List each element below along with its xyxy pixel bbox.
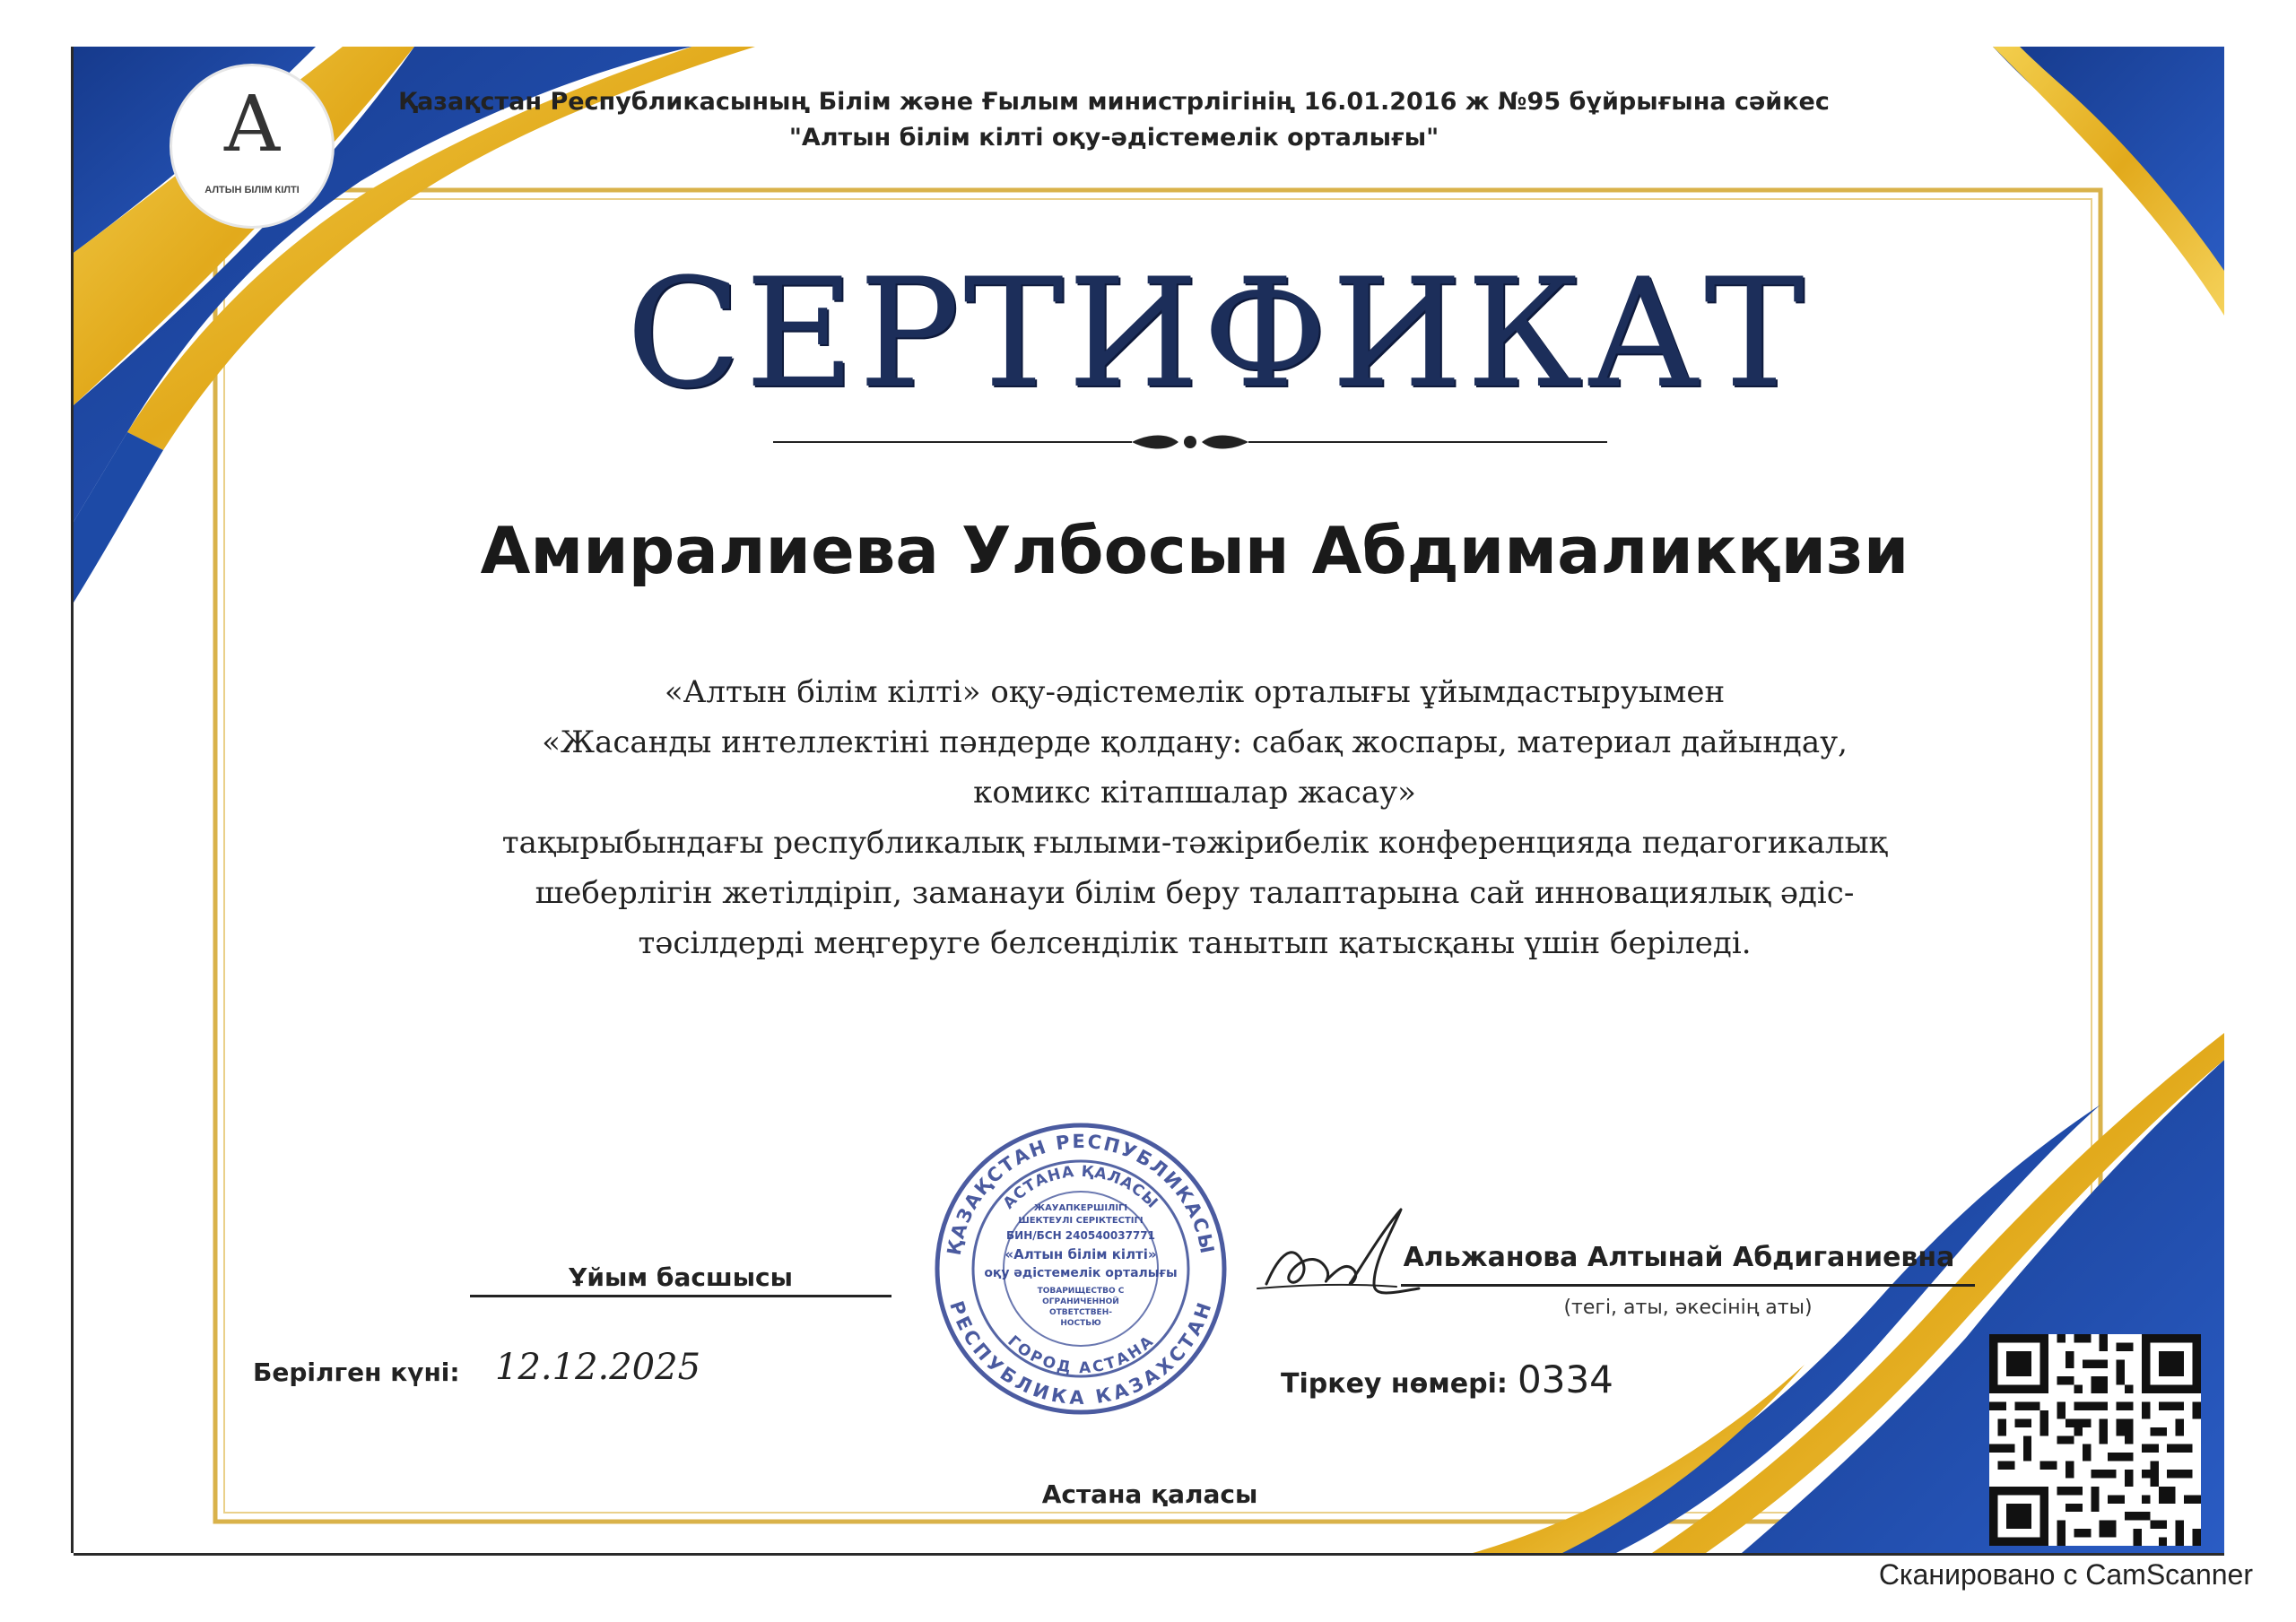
seal-outer-top-text: ҚАЗАҚСТАН РЕСПУБЛИКАСЫ: [943, 1130, 1219, 1257]
org-head-label: Ұйым басшысы: [569, 1262, 793, 1292]
body-line-6: тәсілдерді меңгеруге белсенділік танытып қатысқаны үшін беріледі.: [638, 925, 1752, 961]
signer-caption: (тегі, аты, әкесінің аты): [1563, 1297, 1813, 1319]
title-ornament: [773, 429, 1607, 455]
center-logo: [172, 66, 332, 226]
ministry-header: [378, 84, 1849, 156]
issue-date-value: 12.12.2025: [495, 1347, 701, 1388]
body-line-3: комикс кітапшалар жасау»: [973, 775, 1416, 811]
signer-line: [1401, 1284, 1975, 1287]
seal-outer-bottom-text: РЕСПУБЛИКА КАЗАХСТАН: [945, 1298, 1216, 1409]
seal-center-line: БИН/БСН 240540037771: [1006, 1229, 1155, 1242]
issue-date-label: Берілген күні:: [253, 1357, 460, 1387]
registration-label: Тіркеу нөмері:: [1281, 1368, 1508, 1400]
seal-center-line: оқу әдістемелік орталығы: [984, 1266, 1178, 1280]
org-head-signature-line: [470, 1295, 891, 1297]
logo-letter: A: [223, 80, 281, 169]
body-line-2: «Жасанды интеллектіні пәндерде қолдану: сабақ жоспары, материал дайындау,: [542, 724, 1848, 760]
header-line-1: Қазақстан Республикасының Білім және Ғылым министрлігінің 16.01.2016 ж №95 бұйрығына сәйкес: [398, 88, 1830, 116]
body-line-1: «Алтын білім кілті» оқу-әдістемелік орталығы ұйымдастыруымен: [664, 674, 1726, 710]
seal-center-line: ОГРАНИЧЕННОЙ: [1042, 1297, 1119, 1306]
registration-number: 0334: [1518, 1357, 1613, 1401]
seal-center-line: НОСТЬЮ: [1060, 1319, 1101, 1328]
body-line-5: шеберлігін жетілдіріп, заманауи білім беру талаптарына сай инновациялық әдіс-: [535, 875, 1855, 911]
seal-center-line: ШЕКТЕУЛІ СЕРІКТЕСТІГІ: [1018, 1216, 1144, 1226]
header-line-2: "Алтын білім кілті оқу-әдістемелік орталығы": [788, 124, 1439, 152]
official-seal: [933, 1121, 1229, 1417]
logo-text: АЛТЫН БІЛІМ КІЛТІ: [204, 185, 300, 195]
seal-center-line: ТОВАРИЩЕСТВО С: [1037, 1287, 1125, 1296]
seal-inner-bottom-text: ГОРОД АСТАНА: [1004, 1331, 1158, 1378]
recipient-name: Амиралиева Улбосын Абдималикқизи: [480, 513, 1909, 588]
body-line-4: тақырыбындағы республикалық ғылыми-тәжірибелік конференцияда педагогикалық: [501, 825, 1888, 861]
certificate-title: СЕРТИФИКАТ: [625, 246, 1809, 421]
seal-center-line: «Алтын білім кілті»: [1004, 1246, 1157, 1262]
city-label: Астана қаласы: [1041, 1479, 1258, 1509]
seal-center-line: ЖАУАПКЕРШІЛІГІ: [1033, 1203, 1128, 1213]
signer-name: Альжанова Алтынай Абдиганиевна: [1403, 1242, 1955, 1273]
seal-inner-top-text: АСТАНА ҚАЛАСЫ: [999, 1162, 1162, 1213]
certificate-body: [432, 667, 1957, 968]
camscanner-footer: Сканировано с CamScanner: [1878, 1558, 2253, 1591]
certificate-sheet: [74, 47, 2224, 1553]
qr-code-icon: [1989, 1334, 2201, 1546]
svg-text:ГОРОД АСТАНА: [1004, 1332, 1157, 1377]
seal-center-line: ОТВЕТСТВЕН-: [1049, 1308, 1112, 1317]
